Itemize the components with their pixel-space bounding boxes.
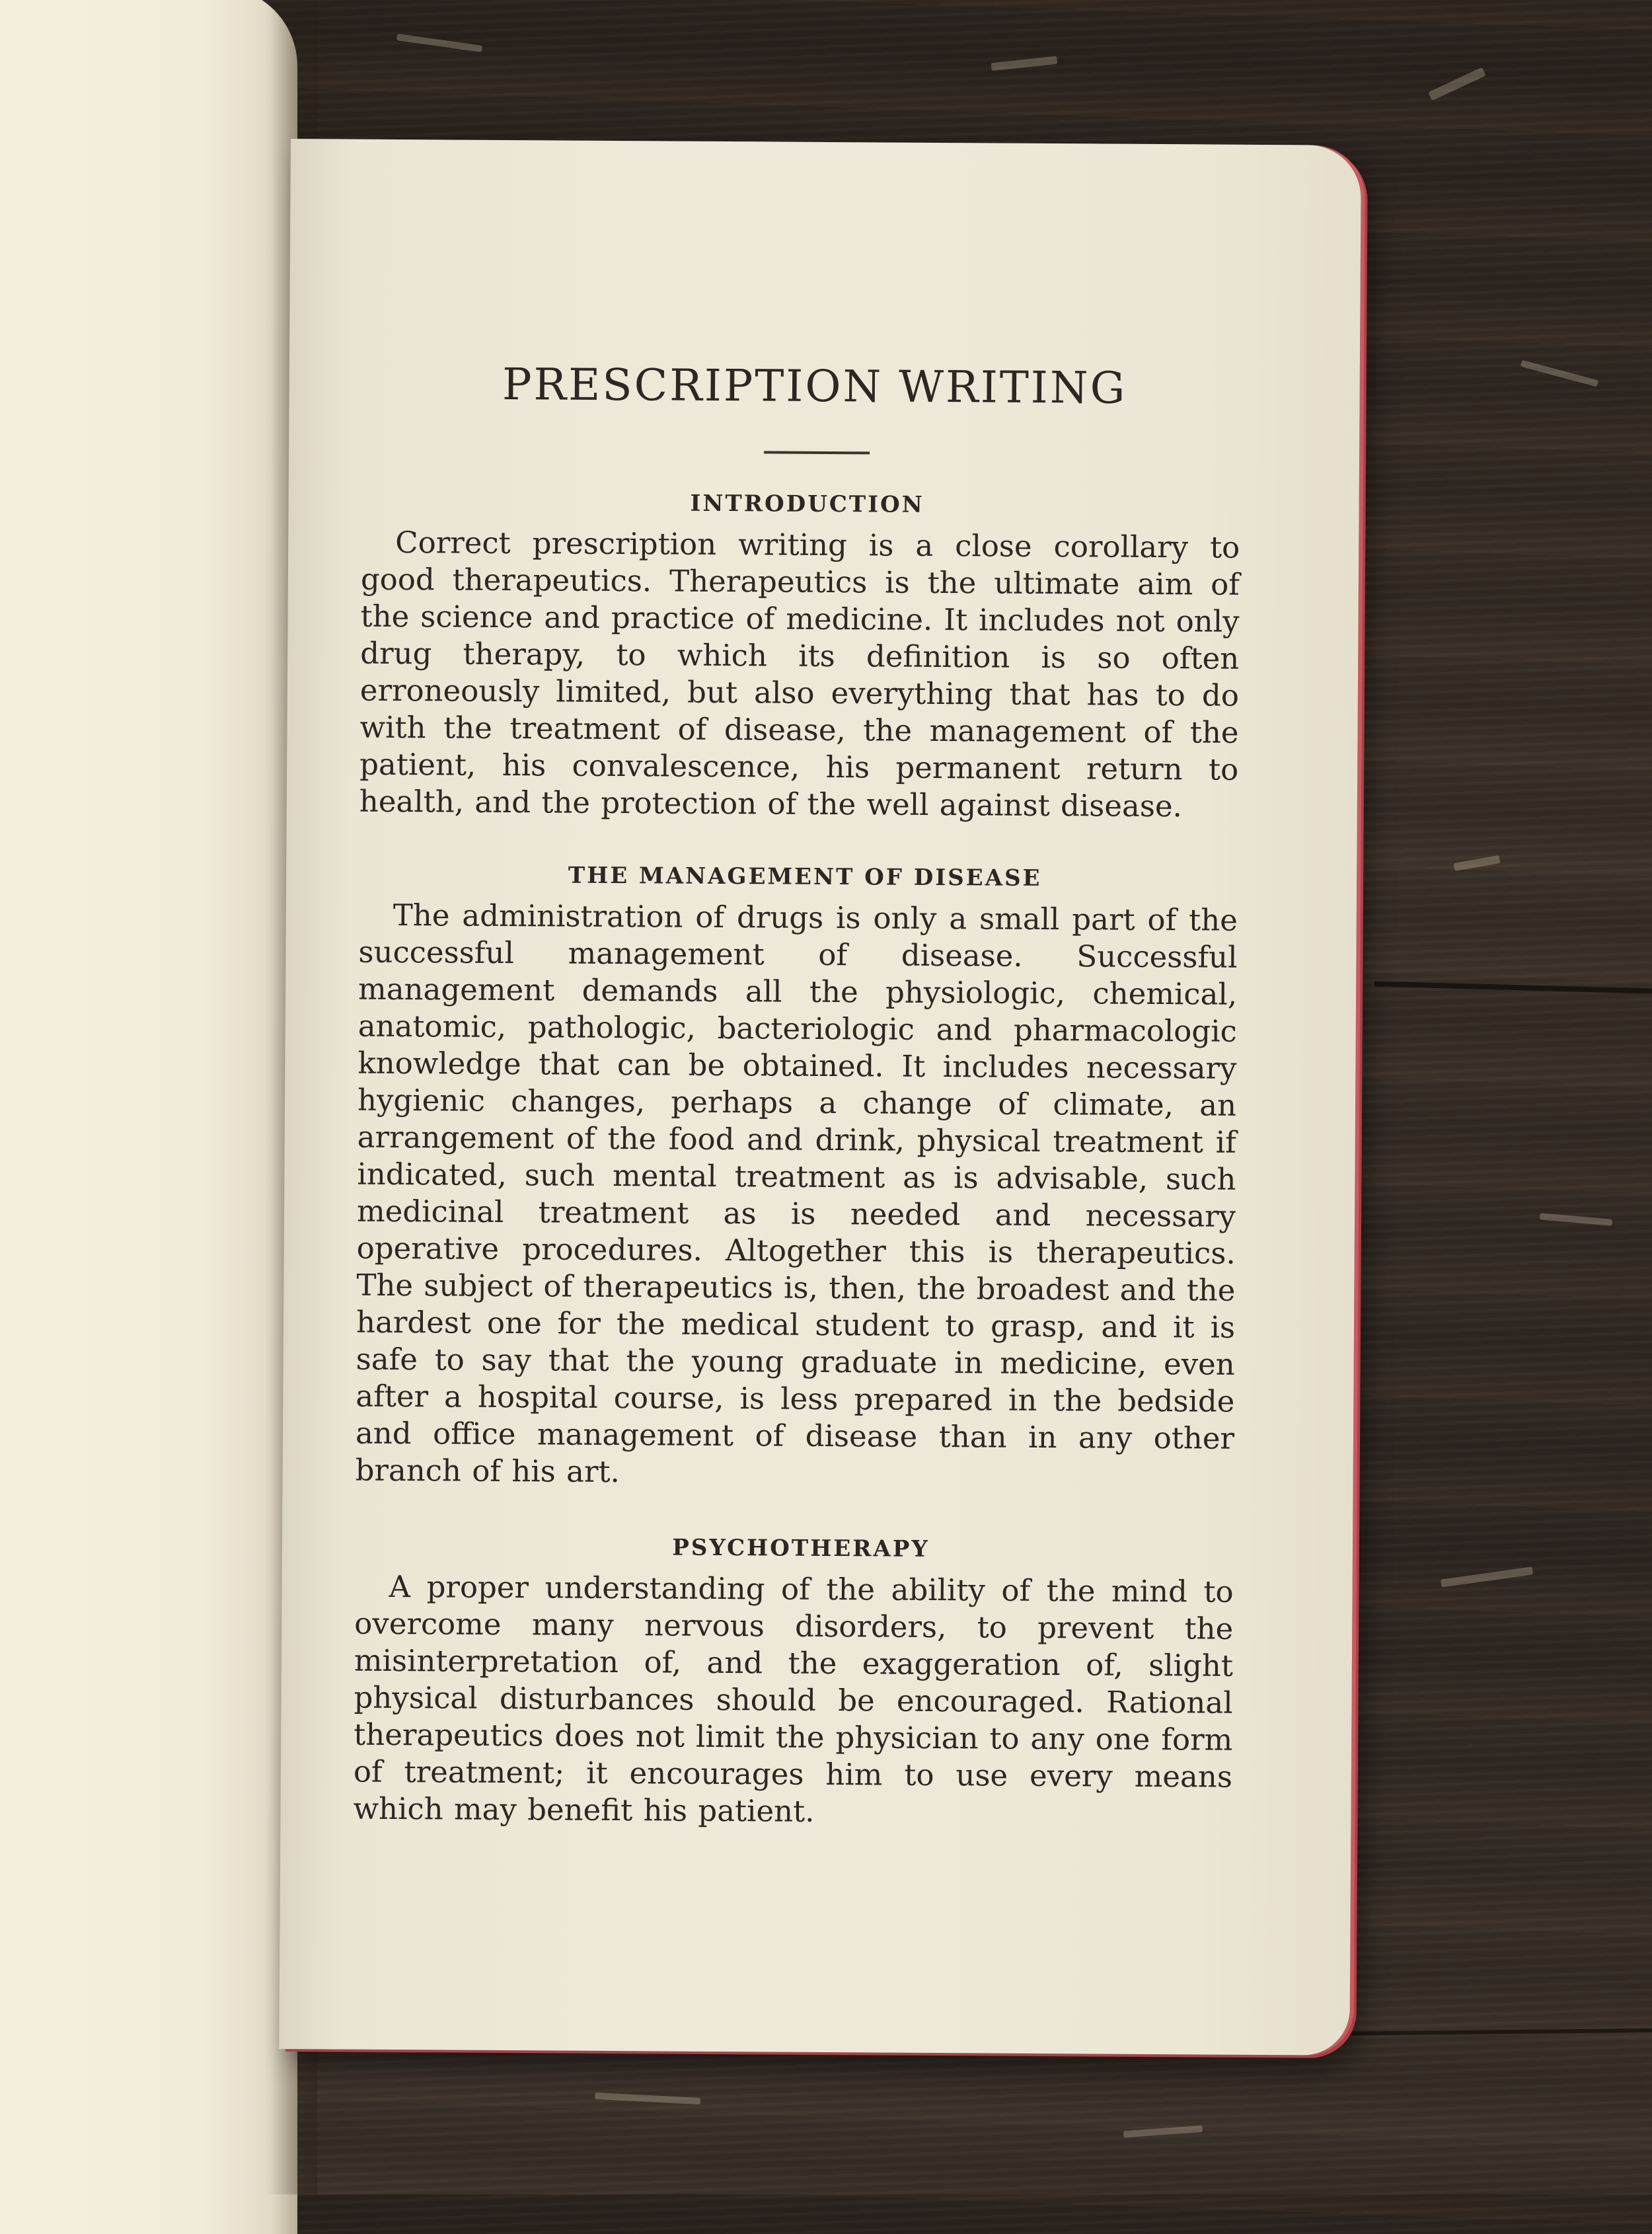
title-divider: [764, 451, 870, 454]
wood-scratch: [1453, 855, 1500, 871]
wood-scratch: [595, 2093, 700, 2104]
section-heading-management-of-disease: THE MANAGEMENT OF DISEASE: [568, 862, 1042, 892]
left-page: [0, 0, 297, 2234]
section-heading-introduction: INTRODUCTION: [690, 490, 924, 518]
wood-scratch: [1540, 1213, 1612, 1226]
section-paragraph-psychotherapy: A proper understanding of the ability of the mind to overcome many nervous disorders, to prevent the misinterpretation of, and the exaggeration of, slight physical disturbances should be encouraged. Rational therapeutics does not limit the physician to any one form of treatment; it encourages him to use every means which may benefit his patient.: [353, 1568, 1234, 1829]
wood-scratch: [1123, 2126, 1203, 2138]
page-title: PRESCRIPTION WRITING: [502, 358, 1127, 414]
wood-seam: [1374, 982, 1652, 994]
wood-scratch: [396, 34, 482, 52]
wood-scratch: [991, 56, 1058, 71]
section-paragraph-introduction: Correct prescription writing is a close corollary to good therapeutics. Therapeutics is the ultimate aim of the science and practice of medicine. It includes not only drug therapy, to which its definition is so often erroneously limited, but also everything that has to do with the treatment of disease, the management of the patient, his convalescence, his permanent return to health, and the protection of the well against disease.: [359, 524, 1240, 824]
wood-scratch: [1441, 1566, 1533, 1587]
book-page: [279, 139, 1361, 2056]
section-paragraph-management-of-disease: The administration of drugs is only a small part of the successful management of disease. Successful management demands all the physiologic, chemical, anatomic, pathologic, bacteriologic and pharmacologic knowledge that can be obtained. It includes necessary hygienic changes, perhaps a change of climate, an arrangement of the food and drink, physical treatment if indicated, such mental treatment as is advisable, such medicinal treatment as is needed and necessary operative procedures. Altogether this is therapeutics. The subject of therapeutics is, then, the broadest and the hardest one for the medical student to grasp, and it is safe to say that the young graduate in medicine, even after a hospital course, is less prepared in the bedside and office management of disease than in any other branch of his art.: [355, 897, 1238, 1490]
page-content: [353, 358, 1241, 1833]
wood-scratch: [1428, 67, 1485, 101]
section-heading-psychotherapy: PSYCHOTHERAPY: [672, 1534, 930, 1562]
wood-scratch: [1521, 360, 1598, 387]
